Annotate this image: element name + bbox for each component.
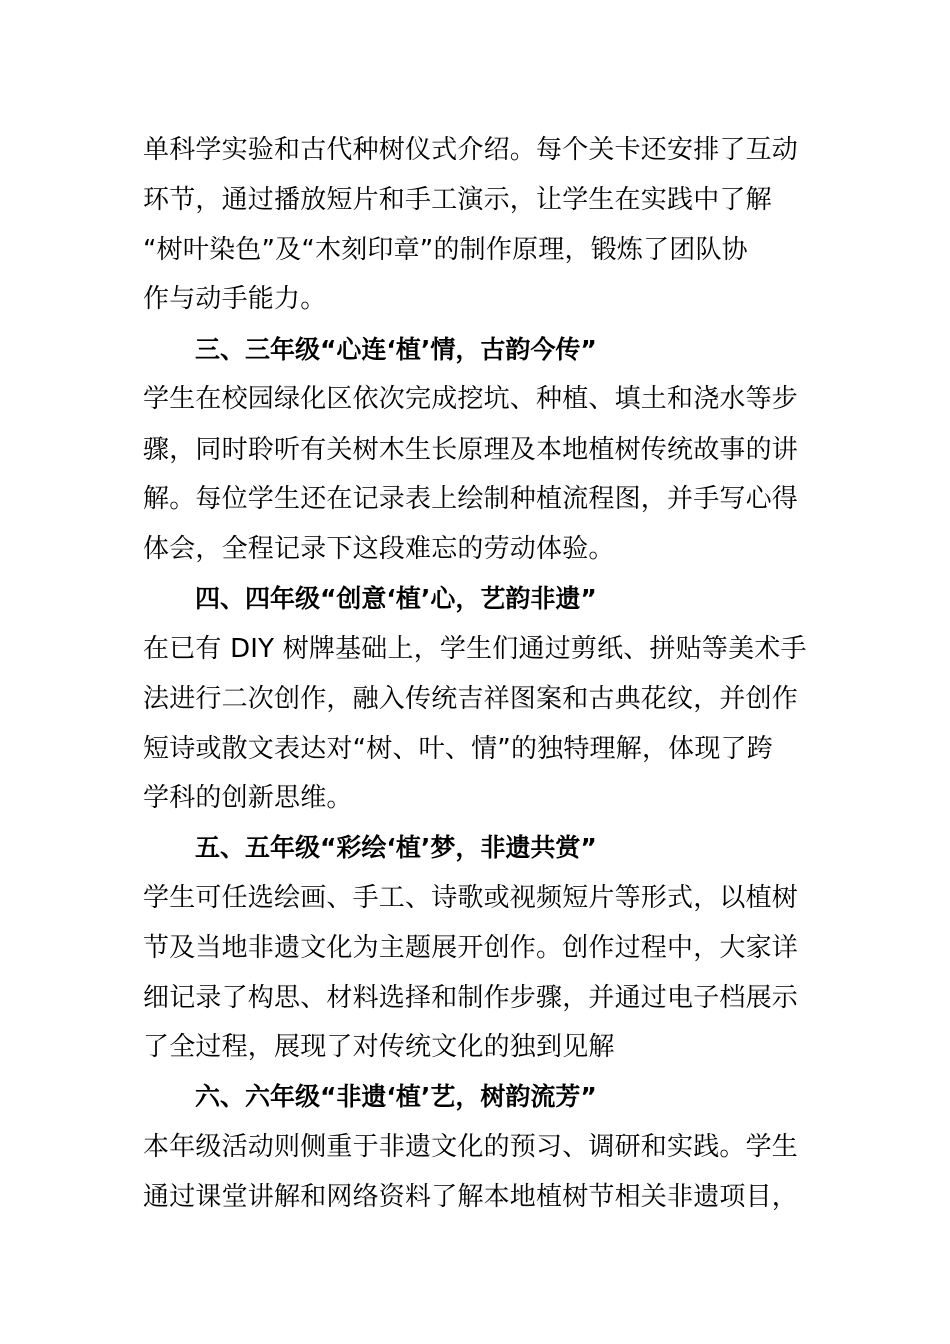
paragraph-line: 短诗或散文表达对“树、叶、情”的独特理解，体现了跨 [143, 734, 773, 764]
paragraph-line: “树叶染色”及“木刻印章”的制作原理，锻炼了团队协 [143, 235, 748, 265]
paragraph-line: 法进行二次创作，融入传统吉祥图案和古典花纹，并创作 [143, 684, 799, 714]
paragraph-line: 在已有 DIY 树牌基础上，学生们通过剪纸、拼贴等美术手 [143, 634, 807, 664]
paragraph-line: 学生在校园绿化区依次完成挖坑、种植、填土和浇水等步 [143, 384, 799, 414]
paragraph-line: 学生可任选绘画、手工、诗歌或视频短片等形式，以植树 [143, 883, 799, 913]
section-heading-grade-5: 五、五年级“彩绘‘植’梦，非遗共赏” [195, 833, 597, 862]
paragraph-line: 单科学实验和古代种树仪式介绍。每个关卡还安排了互动 [143, 135, 799, 165]
paragraph-line: 作与动手能力。 [143, 284, 327, 314]
paragraph-line: 本年级活动则侧重于非遗文化的预习、调研和实践。学生 [143, 1132, 799, 1162]
paragraph-line: 解。每位学生还在记录表上绘制种植流程图，并手写心得 [143, 484, 799, 514]
paragraph-line: 通过课堂讲解和网络资料了解本地植树节相关非遗项目， [143, 1182, 799, 1212]
paragraph-line: 细记录了构思、材料选择和制作步骤，并通过电子档展示 [143, 983, 799, 1013]
paragraph-line: 环节，通过播放短片和手工演示，让学生在实践中了解 [143, 185, 772, 215]
section-heading-grade-4: 四、四年级“创意‘植’心，艺韵非遗” [195, 584, 597, 613]
paragraph-line: 节及当地非遗文化为主题展开创作。创作过程中，大家详 [143, 933, 799, 963]
paragraph-line: 学科的创新思维。 [143, 783, 353, 813]
paragraph-line: 骤，同时聆听有关树木生长原理及本地植树传统故事的讲 [143, 435, 799, 465]
paragraph-line: 体会，全程记录下这段难忘的劳动体验。 [143, 534, 615, 564]
section-heading-grade-6: 六、六年级“非遗‘植’艺，树韵流芳” [195, 1082, 597, 1111]
paragraph-line: 了全过程，展现了对传统文化的独到见解 [143, 1032, 615, 1062]
section-heading-grade-3: 三、三年级“心连‘植’情，古韵今传” [195, 335, 597, 364]
